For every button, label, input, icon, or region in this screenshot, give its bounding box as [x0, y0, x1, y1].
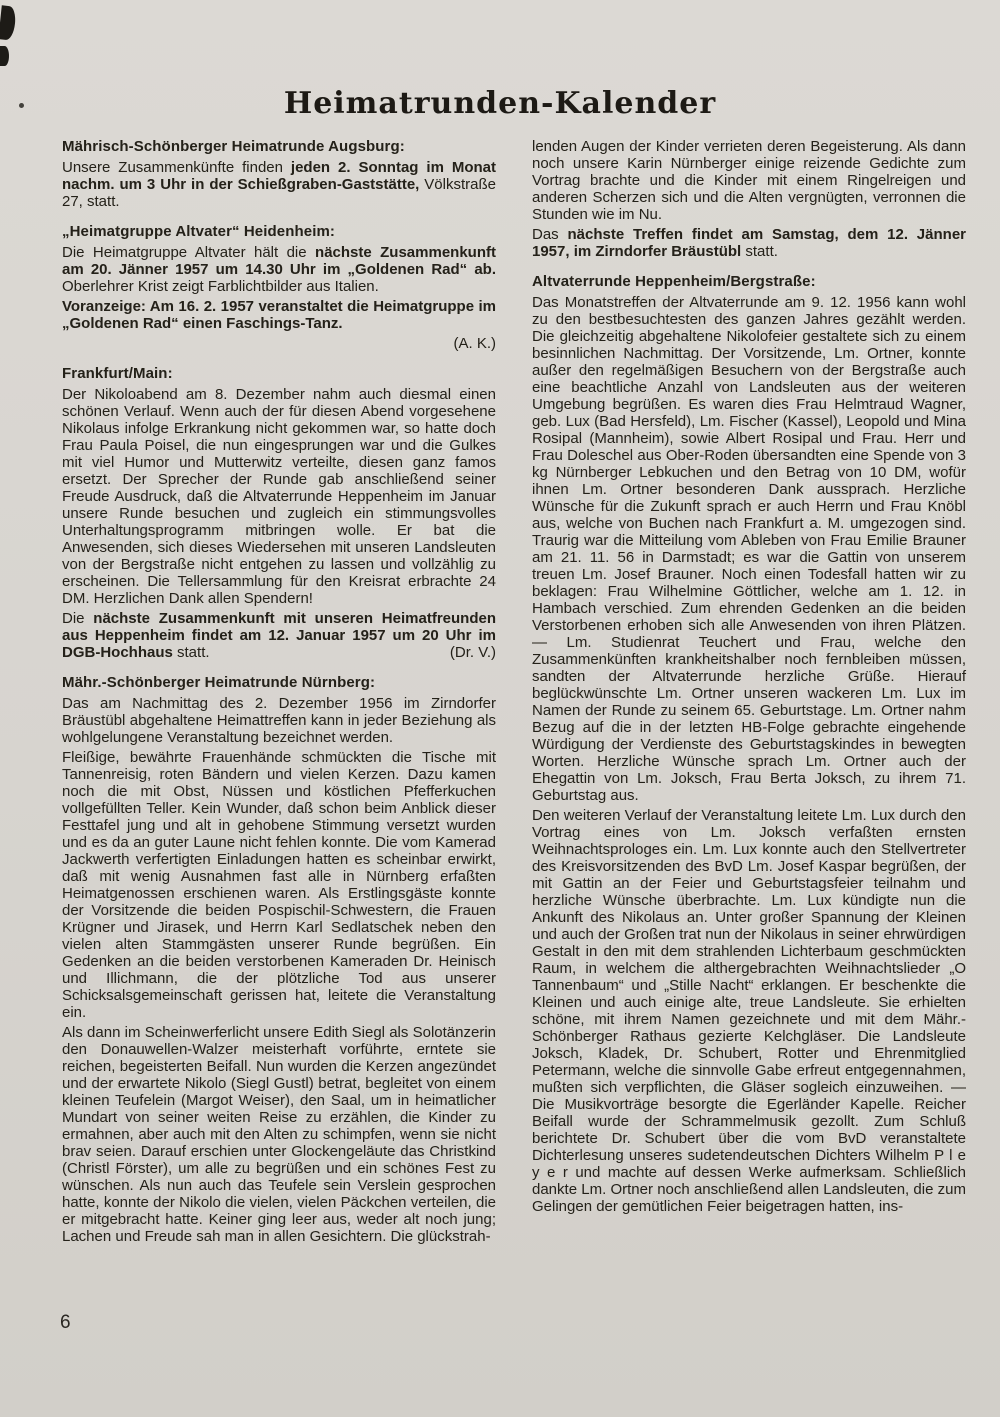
- section-heading: Altvaterrunde Heppenheim/Bergstraße:: [532, 273, 816, 290]
- text-run: Oberlehrer Krist zeigt Farblichtbilder aus Italien.: [62, 278, 379, 295]
- page-title: Heimatrunden-Kalender: [283, 86, 717, 121]
- section: [62, 138, 496, 210]
- section: [532, 138, 966, 260]
- left-column: [62, 138, 496, 1248]
- paragraph: [62, 1024, 496, 1245]
- text-run: statt.: [172, 644, 210, 661]
- paragraph: [62, 335, 496, 352]
- text-run: Die: [62, 610, 94, 627]
- right-column: [532, 138, 966, 1248]
- paragraph: [532, 226, 966, 260]
- signature: (Dr. V.): [449, 644, 496, 661]
- text-run: Unsere Zusammenkünfte finden: [62, 159, 291, 176]
- paragraph: [62, 244, 496, 295]
- paragraph: [62, 695, 496, 746]
- content-columns: [62, 138, 966, 1248]
- text-run: Das am Nachmittag des 2. Dezember 1956 im Zirndorfer Bräustübl abgehaltene Heimattreffen kann in jeder Beziehung als wohlgelungene Veranstaltung bezeichnet werden.: [62, 695, 496, 746]
- scan-artifact: [0, 46, 9, 66]
- text-run: Das Monatstreffen der Altvaterrunde am 9. 12. 1956 kann wohl zu den bestbesuchtesten des ganzen Jahres gezählt werden. Die gleichzeitig abgehaltene Nikolofeier gestaltete sich zu einem besinnlichen Nachmittag. Der Vorsitzende, Lm. Ortner, konnte außer den regelmäßigen Besuchern von der Bergstraße auch eine beachtliche Anzahl von Landsleuten aus der weiteren Umgebung begrüßen. Es waren dies Frau Helmtraud Wagner, geb. Lux (Bad Hersfeld), Lm. Fischer (Kassel), Leopold und Mina Rosipal (Mannheim), sowie Albert Rosipal und Frau. Herr und Frau Doleschel aus Ober-Roden übersandten eine Spende von 3 kg Nürnberger Lebkuchen und den Betrag von 10 DM, wofür ihnen Lm. Ortner besonderen Dank aussprach. Herzliche Wünsche für die Zukunft sprach er auch Herrn und Frau Knöbl aus, welche von Buchen nach Frankfurt a. M. umgezogen sind. Traurig war die Mitteilung vom Ableben von Frau Emilie Brauner am 21. 11. 56 in Darmstadt; es war die Gattin von unserem treuen Lm. Josef Brauner. Noch einen Todesfall hatten wir zu beklagen: Frau Wilhelmine Göttlicher, welche am 1. 12. in Hambach verschied. Zum ehrenden Gedenken an die beiden Verstorbenen erhoben sich alle Anwesenden von ihren Plätzen. — Lm. Studienrat Teuchert und Frau, welche den Zusammenkünften krankheitshalber noch fernbleiben müssen, sandten der Altvaterrunde herzliche Grüße. Hierauf beglückwünschte Lm. Ortner unseren wackeren Lm. Lux im Namen der Runde zu seinem 65. Geburtstage. Lm. Ortner nahm Bezug auf die in der letzten HB-Folge gebrachte eingehende Würdigung der Verdienste des Geburtstagskindes in bewegten Worten. Herzliche Wünsche sprach Lm. Ortner auch der Ehegattin von Lm. Joksch, Frau Berta Joksch, zu ihrem 71. Geburtstag aus.: [532, 294, 966, 804]
- section: [62, 674, 496, 1245]
- text-run: statt.: [741, 243, 778, 260]
- text-run: (A. K.): [453, 335, 496, 352]
- section: [62, 223, 496, 352]
- scan-artifact: [0, 5, 17, 40]
- paragraph: [62, 749, 496, 1021]
- section-heading: Frankfurt/Main:: [62, 365, 173, 382]
- bold-text-run: Voranzeige: Am 16. 2. 1957 veranstaltet die Heimatgruppe im „Goldenen Rad“ einen Faschings-Tanz.: [62, 298, 496, 332]
- text-run: Der Nikoloabend am 8. Dezember nahm auch diesmal einen schönen Verlauf. Wenn auch der für diesen Abend vorgesehene Nikolaus infolge Erkrankung nicht gekommen war, so hatte doch Frau Paula Poisel, die nun eingesprungen war und die Gulkes mit viel Humor und Mutterwitz verteilte, diesen ganz famos ersetzt. Der Sprecher der Runde gab anschließend seiner Freude Ausdruck, daß die Altvaterrunde Heppenheim im Januar unsere Runde besuchen und zugleich ein stimmungsvolles Unterhaltungsprogramm mitbringen wolle. Er bat die Anwesenden, sich dieses Wiedersehen mit unseren Landsleuten von der Bergstraße nicht entgehen zu lassen und vollzählig zu erscheinen. Die Tellersammlung für den Kreisrat erbrachte 24 DM. Herzlichen Dank allen Spendern!: [62, 386, 496, 607]
- text-run: Die Heimatgruppe Altvater hält die: [62, 244, 316, 261]
- text-run: Fleißige, bewährte Frauenhände schmückten die Tische mit Tannenreisig, roten Bändern und vielen Kerzen. Dazu kamen noch die mit Obst, Nüssen und köstlichen Pfefferkuchen vollgefüllten Teller. Kein Wunder, daß schon beim Anblick dieser Festtafel jung und alt in gehobene Stimmung versetzt wurden und es da an guter Laune nicht fehlen konnte. Die vom Kamerad Jackwerth verfertigten Einladungen hatten es scheinbar erwirkt, daß mit wenig Ausnahmen fast alle in Nürnberg erfaßten Heimatgenossen erschienen waren. Als Erstlingsgäste konnte der Vorsitzende die beiden Pospischil-Schwestern, die Frauen Krügner und Jirasek, und Herrn Karl Sedlatschek neben den vielen alten Stammgästen unserer Runde begrüßen. Ein Gedenken an die beiden verstorbenen Kameraden Dr. Heinisch und Illichmann, die der plötzliche Tod aus unserer Schicksalsgemeinschaft gerissen hat, leitete die Veranstaltung ein.: [62, 749, 496, 1021]
- paragraph: [62, 610, 496, 661]
- text-run: Völkstraße 27, statt.: [62, 176, 496, 210]
- paragraph: [532, 294, 966, 804]
- text-run: lenden Augen der Kinder verrieten deren Begeisterung. Als dann noch unsere Karin Nürnberger einige reizende Gedichte zum Vortrag brachte und die Kinder mit einem Ringelreigen und anderen Scherzen sich und die Alten vergnügten, verronnen die Stunden wie im Nu.: [532, 138, 966, 223]
- paragraph: [62, 386, 496, 607]
- page-number: 6: [60, 1312, 71, 1333]
- bold-text-run: nächste Zusammenkunft am 20. Jänner 1957 um 14.30 Uhr im „Goldenen Rad“ ab.: [62, 244, 496, 278]
- paragraph: [62, 159, 496, 210]
- paragraph: [532, 138, 966, 223]
- section-heading: Mährisch-Schönberger Heimatrunde Augsburg:: [62, 138, 405, 155]
- bold-text-run: nächste Treffen findet am Samstag, dem 12. Jänner 1957, im Zirndorfer Bräustübl: [532, 226, 966, 260]
- section: [532, 273, 966, 1215]
- section: [62, 365, 496, 661]
- section-heading: „Heimatgruppe Altvater“ Heidenheim:: [62, 223, 335, 240]
- section-heading: Mähr.-Schönberger Heimatrunde Nürnberg:: [62, 674, 376, 691]
- bold-text-run: jeden 2. Sonntag im Monat nachm. um 3 Uhr in der Schießgraben-Gaststätte,: [62, 159, 496, 193]
- bold-text-run: nächste Zusammenkunft mit unseren Heimatfreunden aus Heppenheim findet am 12. Januar 1957 um 20 Uhr im DGB-Hochhaus: [62, 610, 496, 661]
- text-run: Den weiteren Verlauf der Veranstaltung leitete Lm. Lux durch den Vortrag eines von Lm. Joksch verfaßten ernsten Weihnachtsprologes ein. Lm. Lux konnte auch den Stellvertreter des Kreisvorsitzenden des BvD Lm. Josef Kaspar begrüßen, der mit Gattin an der Feier und Geburtstagsfeier teilnahm und herzliche Wünsche überbrachte. Lm. Lux kündigte nun die Ankunft des Nikolaus an. Unter großer Spannung der Kleinen und auch der Großen trat nun der Nikolaus in seiner ehrwürdigen Gestalt in den mit dem strahlenden Lichterbaum geschmückten Raum, in welchem die althergebrachten Weihnachtslieder „O Tannenbaum“ und „Stille Nacht“ erklangen. Er beschenkte die Kleinen und auch einige alte, treue Landsleute. Sie erhielten schöne, mit ihrem Namen gezeichnete und mit dem Mähr.-Schönberger Rathaus gezierte Kelchgläser. Die Landsleute Joksch, Kladek, Dr. Schubert, Rotter und Ehrenmitglied Petermann, welche die sinnvolle Gabe erfreut entgegennahmen, mußten sich verpflichten, die Gläser sogleich einzuweihen. — Die Musikvorträge besorgte die Egerländer Kapelle. Reicher Beifall wurde der Schrammelmusik gezollt. Zum Schluß berichtete Dr. Schubert über die vom BvD veranstaltete Dichterlesung unseres sudetendeutschen Dichters Wilhelm P l e y e r und machte auf dessen Werke aufmerksam. Schließlich dankte Lm. Ortner noch anschließend allen Landsleuten, die zum Gelingen der gemütlichen Feier beigetragen hatten, ins-: [532, 807, 966, 1215]
- text-run: Das: [532, 226, 568, 243]
- paragraph: [532, 807, 966, 1215]
- text-run: Als dann im Scheinwerferlicht unsere Edith Siegl als Solotänzerin den Donauwellen-Walzer meisterhaft vorführte, erntete sie reichen, begeisterten Beifall. Nun wurden die Kerzen angezündet und der erwartete Nikolo (Siegl Gustl) betrat, begleitet von einem kleinen Teufelein (Margot Weiser), den Saal, um in heimatlicher Mundart von seiner weiten Reise zu erzählen, die Kinder zu ermahnen, aber auch mit den Alten zu schimpfen, wenn sie nicht brav seien. Darauf erschien unter Glockengeläute das Christkind (Christl Förster), um alle zu begrüßen und ein schönes Fest zu wünschen. Als nun auch das Teufele sein Verslein gesprochen hatte, konnte der Nikolo die vielen, vielen Päckchen verteilen, die er mitgebracht hatte. Keiner ging leer aus, weder alt noch jung; Lachen und Freude sah man in allen Gesichtern. Die glückstrah-: [62, 1024, 496, 1245]
- paragraph: [62, 298, 496, 332]
